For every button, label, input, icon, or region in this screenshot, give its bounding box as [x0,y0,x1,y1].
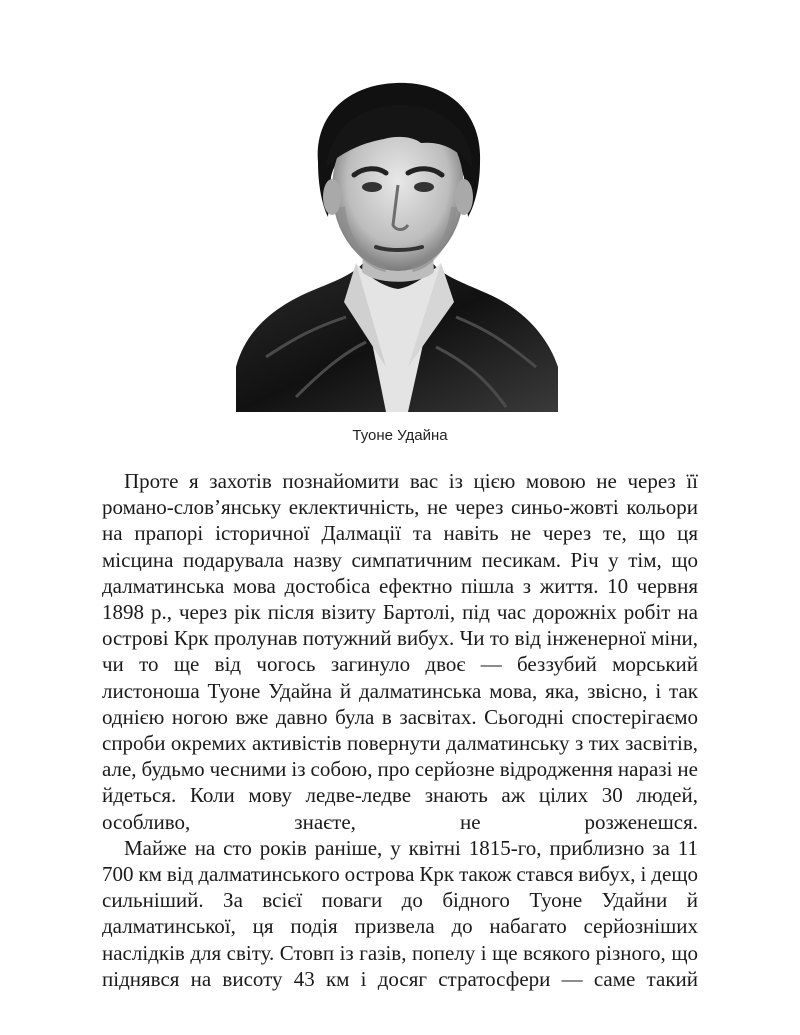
figure-caption: Туоне Удайна [352,427,448,444]
body-text [102,468,698,992]
paragraph: Майже на сто років раніше, у квітні 1815-го, приблизно за 11 700 км від далматинського острова Крк також стався вибух, і дещо сильніший. За всієї поваги до бідного Туоне Удайни й далматинської, ця подія призвела до набагато серйозніших наслідків для світу. Стовп із газів, попелу і ще всякого різного, що піднявся на висоту 43 км і досяг стратосфери — саме такий [102,835,698,991]
paragraph: Проте я захотів познайомити вас із цією мовою не через її романо-слов’янську еклектичність, не через синьо-жовті кольори на прапорі історичної Далмації та навіть не через те, що ця місцина подарувала назву симпатичним песикам. Річ у тім, що далматинська мова достобіса ефектно пішла з життя. 10 червня 1898 р., через рік після візиту Бартолі, під час дорожніх робіт на острові Крк пролунав потужний вибух. Чи то від інженерної міни, чи то ще від чогось загинуло двоє — беззубий морський листоноша Туоне Удайна й далматинська мова, яка, звісно, і так однією ногою вже давно була в засвітах. Сьогодні спостерігаємо спроби окремих активістів повернути далматинську з тих засвітів, але, будьмо чесними із собою, про серйозне відродження наразі не йдеться. Коли мову ледве-ледве знають аж цілих 30 людей, особливо, знаєте, не розженешся. [102,469,698,834]
portrait-photo [236,67,558,412]
